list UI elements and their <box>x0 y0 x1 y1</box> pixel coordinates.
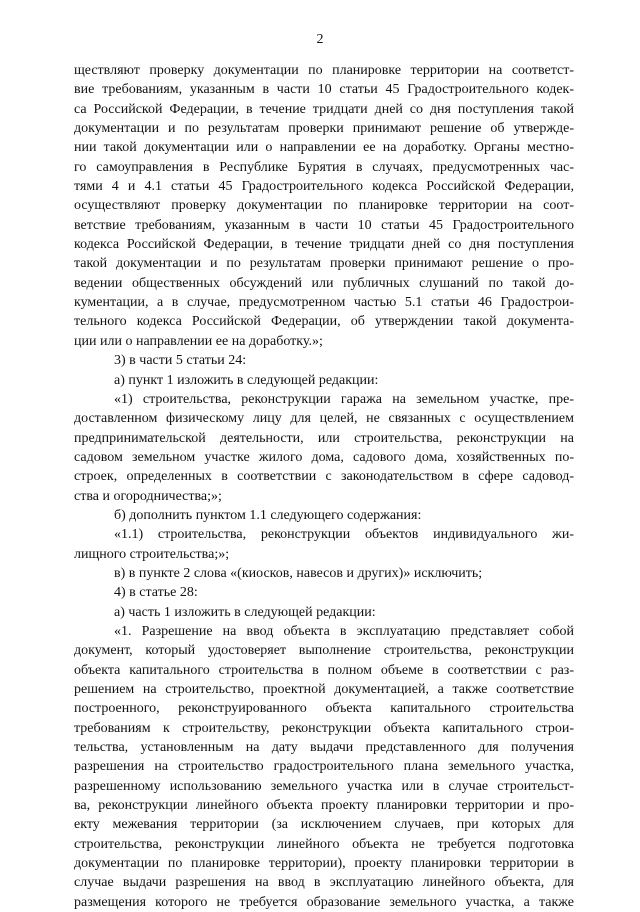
text-line: лищного строительства;»; <box>74 546 230 562</box>
text-line: требованиям к строительству, реконструкции объекта капитального строи- <box>74 720 574 736</box>
text-line: тельного кодекса Российской Федерации, об утверждении такой документа- <box>74 314 574 330</box>
text-line: тями 4 и 4.1 статьи 45 Градостроительного кодекса Российской Федерации, <box>74 179 574 195</box>
text-line: ществляют проверку документации по планировке территории на соответст- <box>74 63 574 78</box>
text-line: кументации, а в случае, предусмотренном частью 5.1 статьи 46 Градострои- <box>74 295 574 311</box>
text-line: строек, определенных в соответствии с законодательством в сфере садовод- <box>74 469 574 485</box>
text-line: кодекса Российской Федерации, в течение тридцати дней со дня поступления <box>74 237 574 253</box>
text-line: нии такой документации или о направлении ее на доработку. Органы местно- <box>74 140 574 156</box>
text-line: объекта капитального строительства в полном объеме в соответствии с раз- <box>74 662 574 678</box>
text-line: осуществляют проверку документации по планировке территории на соот- <box>74 198 574 214</box>
text-line: документации и по результатам проверки принимают решение об утвержде- <box>74 121 574 137</box>
text-line: в) в пункте 2 слова «(киосков, навесов и других)» исключить; <box>114 565 483 581</box>
text-line: разрешения на строительство градостроительного плана земельного участка, <box>74 759 574 775</box>
text-line: вие требованиям, указанным в части 10 статьи 45 Градостроительного кодек- <box>74 82 574 98</box>
text-line: документ, который удостоверяет выполнение строительства, реконструкции <box>74 643 574 659</box>
text-line: построенного, реконструированного объекта капитального строительства <box>74 701 574 717</box>
text-line: а) часть 1 изложить в следующей редакции: <box>114 604 376 620</box>
text-line: ведении общественных обсуждений или публичных слушаний по такой до- <box>74 275 574 291</box>
text-line: «1.1) строительства, реконструкции объектов индивидуального жи- <box>114 527 574 543</box>
text-line: б) дополнить пунктом 1.1 следующего содержания: <box>114 507 422 523</box>
text-line: такой документации и по результатам проверки принимают решение о про- <box>74 256 574 272</box>
text-line: документации по планировке территории), проекту планировки территории в <box>74 856 574 872</box>
text-line: ства и огородничества;»; <box>74 488 222 504</box>
text-line: са Российской Федерации, в течение тридцати дней со дня поступления такой <box>74 101 574 117</box>
text-line: строительства, реконструкции линейного объекта не требуется подготовка <box>74 836 574 852</box>
text-line: «1) строительства, реконструкции гаража на земельном участке, пре- <box>114 391 574 407</box>
text-line: го самоуправления в Республике Бурятия в случаях, предусмотренных час- <box>74 159 574 175</box>
text-line: размещения которого не требуется образование земельного участка, а также <box>74 894 574 910</box>
text-line: случае выдачи разрешения на ввод в эксплуатацию линейного объекта, для <box>74 875 574 891</box>
text-line: екту межевания территории (за исключением случаев, при которых для <box>74 817 574 833</box>
text-line: ветствие требованиям, указанным в части 10 статьи 45 Градостроительного <box>74 217 574 233</box>
text-line: решением на строительство, проектной документацией, а также соответствие <box>74 682 574 697</box>
text-line: тельства, установленным на дату выдачи представленного для получения <box>74 740 574 756</box>
text-line: 3) в части 5 статьи 24: <box>114 353 247 369</box>
document-body <box>74 61 574 912</box>
text-line: ва, реконструкции линейного объекта проекту планировки территории и про- <box>74 798 574 814</box>
text-line: ции или о направлении ее на доработку.»; <box>74 333 323 349</box>
text-line: предпринимательской деятельности, или строительства, реконструкции на <box>74 430 574 446</box>
text-line: садовом земельном участке жилого дома, садового дома, хозяйственных по- <box>74 449 574 465</box>
text-line: а) пункт 1 изложить в следующей редакции: <box>114 372 379 388</box>
text-line: доставленном физическому лицу для целей, не связанных с осуществлением <box>74 411 574 427</box>
text-line: «1. Разрешение на ввод объекта в эксплуатацию представляет собой <box>114 623 574 639</box>
text-line: разрешенному использованию земельного участка или в случае строительст- <box>74 778 574 794</box>
text-line: 4) в статье 28: <box>114 585 198 601</box>
page-number: 2 <box>316 32 324 47</box>
